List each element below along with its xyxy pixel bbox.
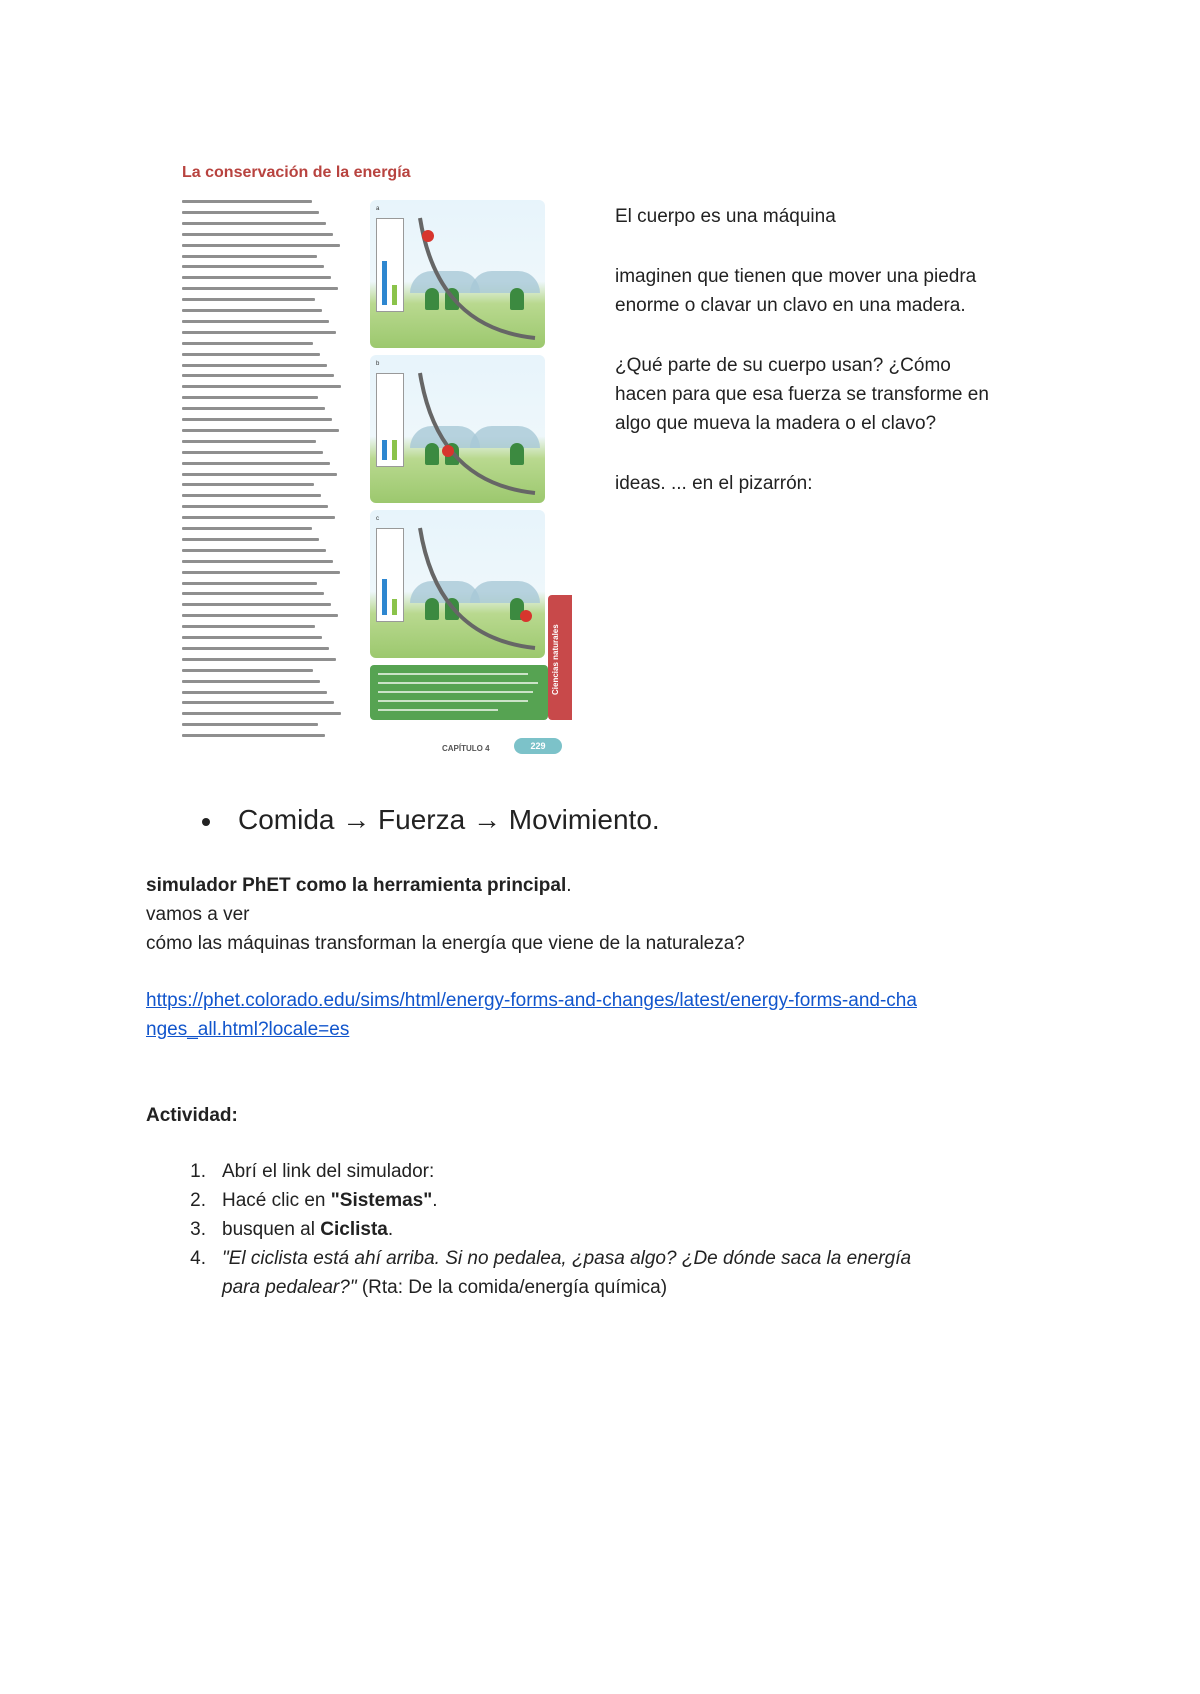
panel-b-label: b [376,361,380,367]
textbook-body-text [182,200,342,748]
textbook-text-line [182,451,323,454]
bar-kinetic-b [382,440,387,460]
step-4-cont: para pedalear?" (Rta: De la comida/energía química) [222,1277,668,1298]
textbook-text-line [182,265,324,268]
panel-c [370,510,545,658]
textbook-text-line [182,440,316,443]
chapter-footer: CAPÍTULO 4 [442,744,490,753]
panel-a-label: a [376,206,380,212]
panel-b [370,355,545,503]
textbook-text-line [182,625,315,628]
textbook-text-line [182,691,327,694]
textbook-title: La conservación de la energía [182,164,411,181]
textbook-text-line [182,200,312,203]
textbook-text-line [182,287,338,290]
textbook-text-line [182,309,322,312]
bullet-text: Comida → Fuerza → Movimiento. [238,804,660,835]
textbook-text-line [182,222,326,225]
note-line: algo que mueva la madera o el clavo? [615,413,937,434]
skater [422,230,434,242]
textbook-text-line [182,669,313,672]
page-number: 229 [514,738,562,754]
intro-line: simulador PhET como la herramienta principal. [146,875,572,896]
panel-a [370,200,545,348]
bar-potential-b [392,440,397,460]
note-line: ¿Qué parte de su cuerpo usan? ¿Cómo [615,355,951,376]
note-line: El cuerpo es una máquina [615,206,836,227]
textbook-text-line [182,571,340,574]
textbook-text-line [182,233,333,236]
textbook-text-line [182,255,317,258]
textbook-text-line [182,407,325,410]
textbook-text-line [182,603,331,606]
bar-kinetic-a [382,261,387,305]
textbook-text-line [182,211,319,214]
activity-heading: Actividad: [146,1105,238,1126]
side-tab: Ciencias naturales [548,595,572,720]
textbook-text-line [182,614,338,617]
skater [520,610,532,622]
textbook-text-line [182,494,321,497]
textbook-text-line [182,701,334,704]
textbook-text-line [182,473,337,476]
textbook-text-line [182,244,340,247]
textbook-text-line [182,342,313,345]
textbook-text-line [182,429,339,432]
intro-line: cómo las máquinas transforman la energía que viene de la naturaleza? [146,933,745,954]
textbook-text-line [182,364,327,367]
textbook-text-line [182,353,320,356]
textbook-text-line [182,298,315,301]
textbook-text-line [182,385,341,388]
textbook-text-line [182,418,332,421]
bar-kinetic-c [382,579,387,615]
textbook-text-line [182,276,331,279]
phet-link-cont[interactable]: nges_all.html?locale=es [146,1019,350,1040]
panel-c-label: c [376,516,379,522]
textbook-text-line [182,734,325,737]
textbook-text-line [182,374,334,377]
note-line: hacen para que esa fuerza se transforme en [615,384,989,405]
textbook-text-line [182,723,318,726]
textbook-text-line [182,320,329,323]
note-line: imaginen que tienen que mover una piedra [615,266,977,287]
textbook-text-line [182,538,319,541]
bullet-dot [202,818,210,826]
textbook-text-line [182,560,333,563]
textbook-text-line [182,462,330,465]
note-line: enorme o clavar un clavo en una madera. [615,295,966,316]
caption-box [370,665,548,720]
textbook-text-line [182,331,336,334]
textbook-text-line [182,680,320,683]
bar-potential-c [392,599,397,615]
note-line: ideas. ... en el pizarrón: [615,473,813,494]
textbook-text-line [182,527,312,530]
textbook-image [170,160,600,760]
textbook-text-line [182,396,318,399]
bar-potential-a [392,285,397,305]
textbook-text-line [182,636,322,639]
textbook-text-line [182,516,335,519]
textbook-text-line [182,483,314,486]
textbook-text-line [182,549,326,552]
textbook-text-line [182,712,341,715]
intro-line: vamos a ver [146,904,250,925]
textbook-text-line [182,505,328,508]
textbook-text-line [182,592,324,595]
textbook-text-line [182,582,317,585]
phet-link[interactable]: https://phet.colorado.edu/sims/html/energy-forms-and-changes/latest/energy-forms-and-cha [146,990,917,1011]
skater [442,445,454,457]
textbook-text-line [182,647,329,650]
textbook-text-line [182,658,336,661]
